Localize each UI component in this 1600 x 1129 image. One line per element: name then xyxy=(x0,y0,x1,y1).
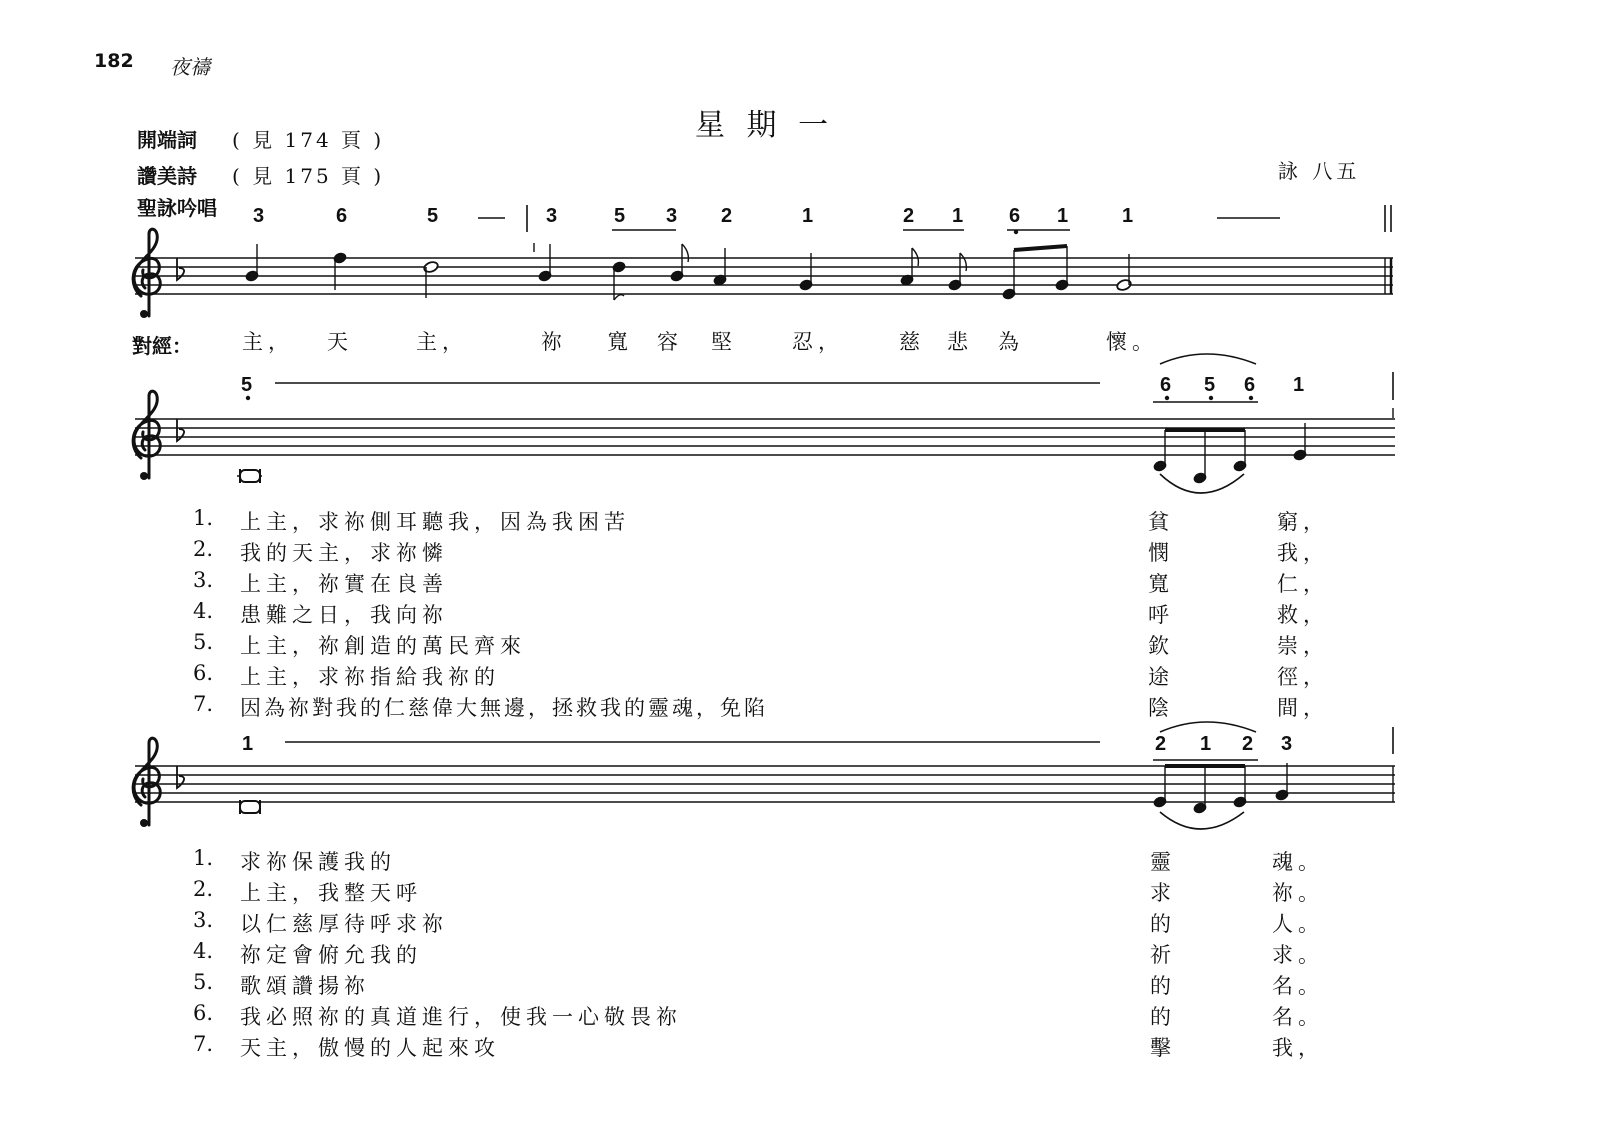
antiphon-lyric: 主， xyxy=(242,330,294,354)
verse-number: 4. xyxy=(193,939,214,963)
jianpu-number: 3 xyxy=(666,205,678,227)
verse-ending: 祢。 xyxy=(1272,881,1324,905)
intro-ref-hymn: ( 見 175 頁 ) xyxy=(232,164,385,188)
verse-text: 上主，祢實在良善 xyxy=(240,572,448,596)
psalm-reference: 詠 八五 xyxy=(1278,159,1361,183)
intro-label-opening: 開端詞 xyxy=(137,128,197,152)
verse-ending: 救， xyxy=(1277,603,1329,627)
jianpu-number: 3 xyxy=(546,205,558,227)
antiphon-lyric: 寬 xyxy=(607,330,633,354)
jianpu-number: 5 xyxy=(614,205,626,227)
antiphon-lyric: 天 xyxy=(327,330,353,354)
jianpu-number: 5 xyxy=(427,205,439,227)
verse-ending: 崇， xyxy=(1277,634,1329,658)
verse-number: 1. xyxy=(193,506,214,530)
jianpu-number: 6 xyxy=(336,205,348,227)
verse-number: 6. xyxy=(193,661,214,685)
jianpu-number: 3 xyxy=(1281,733,1293,755)
verse-ending: 我， xyxy=(1272,1036,1324,1060)
verse-number: 2. xyxy=(193,877,214,901)
verse-text: 祢定會俯允我的 xyxy=(240,943,422,967)
verse-number: 2. xyxy=(193,537,214,561)
antiphon-lyric: 祢 xyxy=(541,330,567,354)
jianpu-number: 1 xyxy=(1293,374,1305,396)
verse-mediant: 貧 xyxy=(1148,510,1174,534)
verse-text: 以仁慈厚待呼求祢 xyxy=(240,912,448,936)
verse-text: 我必照祢的真道進行，使我一心敬畏祢 xyxy=(240,1005,682,1029)
verse-mediant: 求 xyxy=(1150,881,1176,905)
jianpu-number: 6 xyxy=(1009,205,1021,227)
verse-number: 5. xyxy=(193,630,214,654)
verse-mediant: 的 xyxy=(1150,1005,1176,1029)
jianpu-number: 3 xyxy=(253,205,265,227)
jianpu-number: 1 xyxy=(242,733,254,755)
verse-text: 上主，我整天呼 xyxy=(240,881,422,905)
verse-number: 7. xyxy=(193,692,214,716)
jianpu-number: 5 xyxy=(1204,374,1216,396)
verse-mediant: 的 xyxy=(1150,974,1176,998)
verse-ending: 窮， xyxy=(1277,510,1329,534)
verse-ending: 人。 xyxy=(1272,912,1324,936)
verse-mediant: 呼 xyxy=(1148,603,1174,627)
antiphon-lyric: 悲 xyxy=(947,330,973,354)
jianpu-number: 2 xyxy=(1242,733,1254,755)
verse-mediant: 靈 xyxy=(1150,850,1176,874)
verse-mediant: 擊 xyxy=(1150,1036,1176,1060)
verse-text: 我的天主，求祢憐 xyxy=(240,541,448,565)
jianpu-number: 2 xyxy=(903,205,915,227)
intro-label-psalmody: 聖詠吟唱 xyxy=(137,196,217,220)
verse-number: 5. xyxy=(193,970,214,994)
antiphon-label: 對經： xyxy=(132,334,192,358)
verse-ending: 求。 xyxy=(1272,943,1324,967)
verse-mediant: 祈 xyxy=(1150,943,1176,967)
antiphon-lyric: 主， xyxy=(416,330,468,354)
verse-number: 3. xyxy=(193,568,214,592)
jianpu-number: 1 xyxy=(1200,733,1212,755)
jianpu-number: 6 xyxy=(1160,374,1172,396)
verse-text: 因為祢對我的仁慈偉大無邊，拯救我的靈魂，免陷 xyxy=(240,696,768,720)
antiphon-lyric: 慈 xyxy=(899,330,925,354)
verse-number: 1. xyxy=(193,846,214,870)
page-title: 星 期 一 xyxy=(695,108,835,143)
antiphon-lyric: 忍， xyxy=(792,330,844,354)
verse-text: 求祢保護我的 xyxy=(240,850,396,874)
antiphon-lyric: 容 xyxy=(657,330,683,354)
intro-label-hymn: 讚美詩 xyxy=(137,164,197,188)
jianpu-number: 6 xyxy=(1244,374,1256,396)
verse-number: 4. xyxy=(193,599,214,623)
verse-text: 天主，傲慢的人起來攻 xyxy=(240,1036,500,1060)
intro-ref-opening: ( 見 174 頁 ) xyxy=(232,128,385,152)
jianpu-number: 2 xyxy=(1155,733,1167,755)
verse-ending: 我， xyxy=(1277,541,1329,565)
section-title: 夜禱 xyxy=(170,55,210,79)
verse-text: 患難之日，我向祢 xyxy=(240,603,448,627)
staff-1 xyxy=(133,205,1393,318)
jianpu-number: 1 xyxy=(1122,205,1134,227)
page-number: 182 xyxy=(94,50,134,72)
verse-ending: 名。 xyxy=(1272,974,1324,998)
verse-number: 3. xyxy=(193,908,214,932)
antiphon-lyric: 堅 xyxy=(711,330,737,354)
verse-ending: 魂。 xyxy=(1272,850,1324,874)
verse-mediant: 憫 xyxy=(1148,541,1174,565)
jianpu-number: 1 xyxy=(1057,205,1069,227)
verse-mediant: 寬 xyxy=(1148,572,1174,596)
jianpu-number: 1 xyxy=(952,205,964,227)
verse-text: 上主，求祢側耳聽我，因為我困苦 xyxy=(240,510,630,534)
antiphon-lyric: 為 xyxy=(998,330,1024,354)
verse-mediant: 欽 xyxy=(1148,634,1174,658)
verse-mediant: 的 xyxy=(1150,912,1176,936)
jianpu-number: 5 xyxy=(241,374,253,396)
verse-text: 上主，求祢指給我祢的 xyxy=(240,665,500,689)
verse-text: 上主，祢創造的萬民齊來 xyxy=(240,634,526,658)
antiphon-lyric: 懷。 xyxy=(1106,330,1158,354)
verse-mediant: 陰 xyxy=(1148,696,1174,720)
jianpu-number: 1 xyxy=(802,205,814,227)
verse-ending: 仁， xyxy=(1277,572,1329,596)
verse-text: 歌頌讚揚祢 xyxy=(240,974,370,998)
verse-mediant: 途 xyxy=(1148,665,1174,689)
verse-ending: 名。 xyxy=(1272,1005,1324,1029)
jianpu-number: 2 xyxy=(721,205,733,227)
verse-ending: 徑， xyxy=(1277,665,1329,689)
verse-ending: 間， xyxy=(1277,696,1329,720)
verse-number: 7. xyxy=(193,1032,214,1056)
verse-number: 6. xyxy=(193,1001,214,1025)
